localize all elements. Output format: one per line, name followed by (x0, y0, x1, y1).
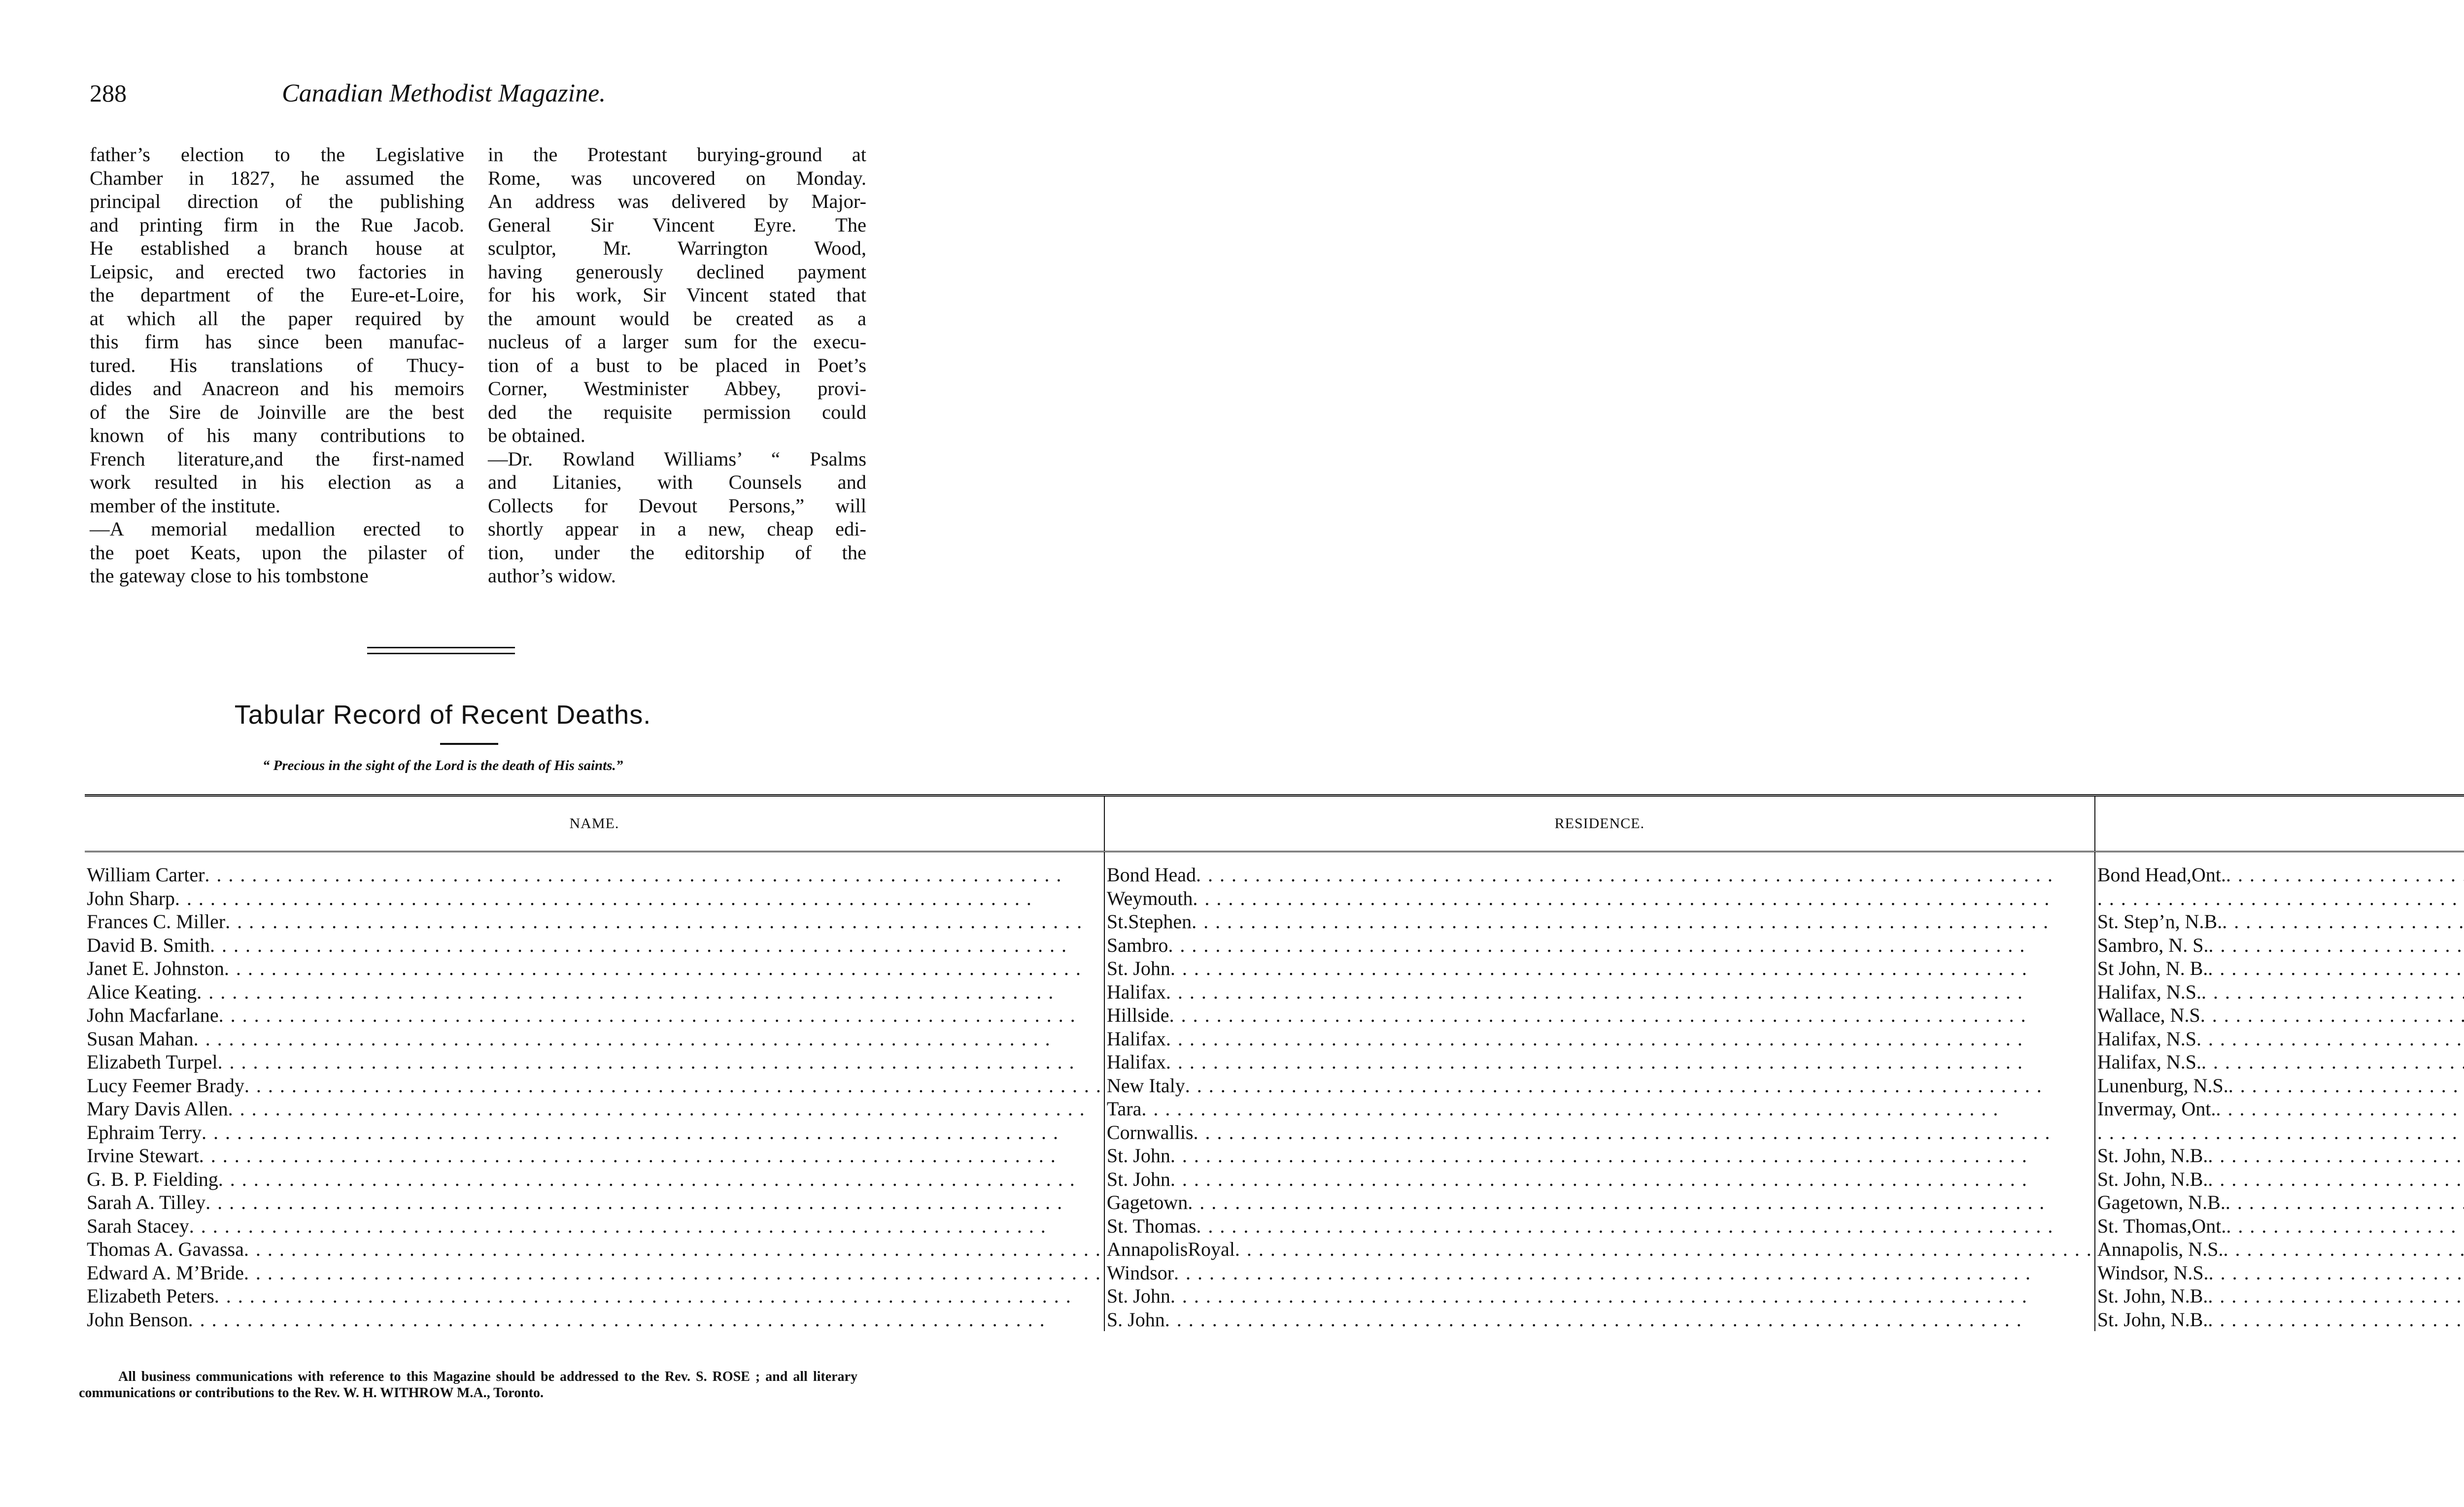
cell-name-text: Elizabeth Peters (87, 1285, 214, 1307)
cell-circuit (2095, 852, 2464, 887)
cell-circuit-text: St John, N. B. (2097, 957, 2208, 980)
cell-circuit (2095, 980, 2464, 1004)
title-rule (440, 743, 498, 745)
cell-circuit-text: Invermay, Ont. (2097, 1098, 2216, 1120)
dot-leader (175, 887, 1102, 910)
cell-name (85, 1308, 1104, 1332)
dot-leader (228, 1097, 1102, 1120)
cell-name-text: Elizabeth Turpel (87, 1051, 218, 1073)
cell-name-text: William Carter (87, 864, 205, 886)
dot-leader (2208, 1168, 2464, 1191)
cell-residence (1104, 1308, 2095, 1332)
cell-name-text: Alice Keating (87, 980, 197, 1003)
cell-residence-text: St.Stephen (1106, 910, 1192, 933)
cell-circuit-text: Halifax, N.S (2097, 1027, 2196, 1050)
cell-name (85, 1097, 1104, 1121)
page-number: 288 (90, 79, 127, 107)
cell-residence (1104, 1214, 2095, 1238)
cell-residence (1104, 1191, 2095, 1214)
cell-name-text: Frances C. Miller (87, 910, 226, 933)
cell-residence-text: S. John (1106, 1308, 1165, 1331)
text-line: nucleus of a larger sum for the execu- (488, 331, 866, 353)
text-line: at which all the paper required by (90, 307, 464, 330)
cell-residence (1104, 957, 2095, 980)
cell-residence (1104, 1261, 2095, 1285)
dot-leader (1192, 910, 2092, 933)
table-row (85, 852, 2464, 887)
cell-name-text: John Benson (87, 1308, 188, 1331)
table-row (85, 1168, 2464, 1191)
section-divider-bottom (367, 653, 515, 654)
cell-name-text: Janet E. Johnston (87, 957, 224, 980)
cell-name-text: Mary Davis Allen (87, 1098, 228, 1120)
dot-leader (205, 1191, 1102, 1214)
cell-name-text: G. B. P. Fielding (87, 1168, 218, 1190)
dot-leader (1166, 1027, 2092, 1050)
cell-residence-text: Weymouth (1106, 887, 1193, 909)
cell-name (85, 1168, 1104, 1191)
cell-residence-text: Halifax (1106, 1051, 1166, 1073)
dot-leader (1193, 1121, 2092, 1144)
cell-residence-text: St. John (1106, 957, 1170, 980)
dot-leader (1196, 1214, 2092, 1238)
cell-residence (1104, 1027, 2095, 1051)
cell-name (85, 1261, 1104, 1285)
header-name: NAME. (85, 796, 1104, 852)
dot-leader (1170, 1284, 2092, 1307)
section-title: Tabular Record of Recent Deaths. (234, 700, 651, 730)
table-row (85, 1144, 2464, 1168)
text-line: Leipsic, and erected two factories in (90, 260, 464, 283)
table-row (85, 1121, 2464, 1144)
cell-circuit (2095, 910, 2464, 934)
cell-circuit (2095, 1214, 2464, 1238)
dot-leader (202, 1121, 1102, 1144)
table-row (85, 887, 2464, 910)
text-line: for his work, Sir Vincent stated that (488, 284, 866, 306)
cell-name (85, 852, 1104, 887)
running-title: Canadian Methodist Magazine. (282, 79, 606, 107)
dot-leader (210, 934, 1102, 957)
cell-name (85, 1191, 1104, 1214)
dot-leader (2097, 1121, 2464, 1144)
cell-name (85, 1214, 1104, 1238)
dot-leader (2208, 1308, 2464, 1331)
cell-name-text: Irvine Stewart (87, 1144, 199, 1167)
cell-residence-text: Sambro (1106, 934, 1168, 956)
text-line: of the Sire de Joinville are the best (90, 401, 464, 423)
text-line: and printing firm in the Rue Jacob. (90, 213, 464, 236)
cell-residence-text: AnnapolisRoyal (1106, 1238, 1235, 1261)
text-line: the gateway close to his tombstone (90, 565, 369, 587)
cell-name-text: Sarah Stacey (87, 1214, 189, 1237)
cell-name-text: John Sharp (87, 887, 175, 909)
dot-leader (1170, 957, 2092, 980)
text-line: Chamber in 1827, he assumed the (90, 167, 464, 189)
cell-circuit (2095, 887, 2464, 910)
cell-residence (1104, 1097, 2095, 1121)
text-line: the department of the Eure-et-Loire, (90, 284, 464, 306)
cell-name (85, 1027, 1104, 1051)
dot-leader (2196, 1027, 2464, 1050)
cell-residence (1104, 934, 2095, 957)
cell-name (85, 934, 1104, 957)
cell-circuit-text: St. Thomas,Ont. (2097, 1214, 2226, 1237)
dot-leader (218, 1050, 1102, 1073)
dot-leader (189, 1214, 1102, 1238)
cell-circuit (2095, 1144, 2464, 1168)
cell-circuit (2095, 957, 2464, 980)
table-row (85, 1074, 2464, 1098)
dot-leader (244, 1074, 1102, 1097)
cell-residence-text: Windsor (1106, 1261, 1174, 1284)
left-column (90, 143, 464, 588)
dot-leader (214, 1284, 1102, 1307)
text-line: An address was delivered by Major- (488, 190, 866, 212)
cell-residence (1104, 1074, 2095, 1098)
dot-leader (1185, 1074, 2092, 1097)
cell-name-text: Sarah A. Tilley (87, 1191, 206, 1214)
dot-leader (219, 1004, 1102, 1027)
dot-leader (199, 1144, 1102, 1167)
text-line: known of his many contributions to (90, 424, 464, 446)
cell-circuit (2095, 1004, 2464, 1027)
epigraph: “ Precious in the sight of the Lord is the death of His saints.” (262, 758, 623, 773)
dot-leader (2200, 1004, 2464, 1027)
text-line: —Dr. Rowland Williams’ “ Psalms (488, 447, 866, 470)
table-body (85, 852, 2464, 1332)
dot-leader (244, 1261, 1102, 1284)
text-line: the poet Keats, upon the pilaster of (90, 541, 464, 564)
dot-leader (1188, 1191, 2092, 1214)
dot-leader (2208, 1284, 2464, 1307)
table-row (85, 1191, 2464, 1214)
dot-leader (2223, 1238, 2464, 1261)
dot-leader (2216, 1097, 2464, 1120)
text-line: member of the institute. (90, 494, 280, 517)
right-column (488, 143, 866, 588)
table-row (85, 1050, 2464, 1074)
cell-circuit-text: Halifax, N.S. (2097, 980, 2201, 1003)
cell-circuit-text: St. Step’n, N.B. (2097, 910, 2223, 933)
deaths-table (85, 794, 2464, 1331)
dot-leader (1193, 887, 2092, 910)
text-line: principal direction of the publishing (90, 190, 464, 212)
dot-leader (197, 980, 1102, 1004)
cell-name (85, 1050, 1104, 1074)
cell-residence-text: Tara (1106, 1098, 1142, 1120)
text-line: General Sir Vincent Eyre. The (488, 213, 866, 236)
cell-circuit (2095, 1261, 2464, 1285)
dot-leader (2226, 1214, 2464, 1238)
text-line: author’s widow. (488, 565, 616, 587)
dot-leader (1235, 1238, 2092, 1261)
text-line: work resulted in his election as a (90, 471, 464, 493)
header-circuit (2095, 796, 2464, 852)
cell-name-text: John Macfarlane (87, 1004, 219, 1027)
cell-circuit-text: Windsor, N.S. (2097, 1261, 2209, 1284)
table-row (85, 1027, 2464, 1051)
cell-circuit-text: St. John, N.B. (2097, 1308, 2208, 1331)
table-row (85, 1238, 2464, 1261)
cell-residence-text: Halifax (1106, 980, 1166, 1003)
cell-residence-text: St. Thomas (1106, 1214, 1197, 1237)
text-line: He established a branch house at (90, 237, 464, 259)
table-row (85, 1308, 2464, 1332)
cell-residence (1104, 1144, 2095, 1168)
cell-residence (1104, 1168, 2095, 1191)
text-line: having generously declined payment (488, 260, 866, 283)
cell-name-text: David B. Smith (87, 934, 210, 956)
table-row (85, 1004, 2464, 1027)
cell-circuit-text: St. John, N.B. (2097, 1285, 2208, 1307)
text-line: Corner, Westminister Abbey, provi- (488, 377, 866, 400)
table-row (85, 1214, 2464, 1238)
dot-leader (2097, 887, 2464, 910)
table-row (85, 957, 2464, 980)
cell-circuit-text: Lunenburg, N.S. (2097, 1074, 2228, 1097)
text-line: sculptor, Mr. Warrington Wood, (488, 237, 866, 259)
cell-name (85, 1074, 1104, 1098)
text-line: be obtained. (488, 424, 585, 446)
text-line: —A memorial medallion erected to (90, 518, 464, 540)
dot-leader (2201, 980, 2464, 1004)
cell-name-text: Thomas A. Gavassa (87, 1238, 244, 1261)
cell-circuit-text: Annapolis, N.S. (2097, 1238, 2224, 1261)
dot-leader (2209, 1261, 2464, 1284)
dot-leader (1168, 934, 2092, 957)
dot-leader (1141, 1097, 2092, 1120)
table-row (85, 980, 2464, 1004)
cell-residence-text: St. John (1106, 1144, 1170, 1167)
dot-leader (2226, 863, 2464, 886)
text-line: tion of a bust to be placed in Poet’s (488, 354, 866, 376)
page-header (90, 79, 799, 118)
text-line: father’s election to the Legislative (90, 143, 464, 166)
table-row (85, 1261, 2464, 1285)
section-divider-top (367, 647, 515, 648)
cell-name-text: Lucy Feemer Brady (87, 1074, 244, 1097)
cell-residence-text: Hillside (1106, 1004, 1169, 1027)
cell-residence (1104, 887, 2095, 910)
dot-leader (1170, 1144, 2092, 1167)
cell-circuit (2095, 1308, 2464, 1332)
dot-leader (205, 863, 1101, 886)
cell-residence-text: New Italy (1106, 1074, 1185, 1097)
dot-leader (2222, 910, 2464, 933)
cell-circuit (2095, 1191, 2464, 1214)
cell-residence-text: Gagetown (1106, 1191, 1188, 1214)
cell-name (85, 887, 1104, 910)
cell-name (85, 1284, 1104, 1308)
dot-leader (2208, 1144, 2464, 1167)
cell-residence-text: St. John (1106, 1285, 1170, 1307)
cell-residence (1104, 1238, 2095, 1261)
dot-leader (1196, 863, 2092, 886)
cell-circuit-text: Wallace, N.S (2097, 1004, 2200, 1027)
cell-circuit-text: St. John, N.B. (2097, 1168, 2208, 1190)
cell-circuit (2095, 1050, 2464, 1074)
table-row (85, 1284, 2464, 1308)
text-line: dides and Anacreon and his memoirs (90, 377, 464, 400)
cell-name-text: Edward A. M’Bride (87, 1261, 244, 1284)
dot-leader (2201, 1050, 2464, 1073)
cell-residence (1104, 1284, 2095, 1308)
text-line: shortly appear in a new, cheap edi- (488, 518, 866, 540)
cell-residence-text: Halifax (1106, 1027, 1166, 1050)
dot-leader (2225, 1191, 2464, 1214)
cell-residence (1104, 910, 2095, 934)
header-residence: RESIDENCE. (1104, 796, 2095, 852)
cell-residence (1104, 852, 2095, 887)
cell-residence (1104, 1050, 2095, 1074)
cell-name (85, 980, 1104, 1004)
cell-circuit-text: Sambro, N. S. (2097, 934, 2209, 956)
text-line: Rome, was uncovered on Monday. (488, 167, 866, 189)
cell-name (85, 1004, 1104, 1027)
dot-leader (2208, 934, 2464, 957)
dot-leader (188, 1308, 1102, 1331)
dot-leader (1170, 1168, 2092, 1191)
text-line: tured. His translations of Thucy- (90, 354, 464, 376)
dot-leader (1166, 1050, 2092, 1073)
cell-circuit (2095, 1121, 2464, 1144)
text-line: in the Protestant burying-ground at (488, 143, 866, 166)
cell-circuit (2095, 1074, 2464, 1098)
dot-leader (224, 957, 1102, 980)
cell-circuit (2095, 1238, 2464, 1261)
dot-leader (244, 1238, 1102, 1261)
cell-residence-text: St. John (1106, 1168, 1170, 1190)
cell-circuit (2095, 1097, 2464, 1121)
text-line: French literature,and the first-named (90, 447, 464, 470)
text-line: Collects for Devout Persons,” will (488, 494, 866, 517)
footnote: All business communications with reference to this Magazine should be addressed to the Rev. S. ROSE ; and all literary communications or contributions to the Rev. W. H. WITHROW M.A., Toronto. (79, 1369, 857, 1401)
table-row (85, 1097, 2464, 1121)
cell-residence-text: Bond Head (1106, 864, 1196, 886)
dot-leader (2228, 1074, 2464, 1097)
dot-leader (218, 1168, 1102, 1191)
cell-name (85, 1121, 1104, 1144)
dot-leader (1174, 1261, 2092, 1284)
table-row (85, 934, 2464, 957)
dot-leader (1166, 980, 2092, 1004)
cell-residence (1104, 980, 2095, 1004)
cell-residence-text: Cornwallis (1106, 1121, 1194, 1143)
text-line: ded the requisite permission could (488, 401, 866, 423)
text-line: this firm has since been manufac- (90, 331, 464, 353)
cell-residence (1104, 1121, 2095, 1144)
cell-circuit-text: Halifax, N.S. (2097, 1051, 2201, 1073)
dot-leader (2208, 957, 2464, 980)
table-header-row (85, 796, 2464, 852)
cell-name (85, 957, 1104, 980)
cell-name (85, 1144, 1104, 1168)
cell-name (85, 910, 1104, 934)
text-line: the amount would be created as a (488, 307, 866, 330)
cell-circuit-text: Gagetown, N.B. (2097, 1191, 2225, 1214)
dot-leader (225, 910, 1102, 933)
text-line: tion, under the editorship of the (488, 541, 866, 564)
dot-leader (1169, 1004, 2092, 1027)
cell-circuit (2095, 1168, 2464, 1191)
table-row (85, 910, 2464, 934)
cell-circuit (2095, 1284, 2464, 1308)
cell-name-text: Ephraim Terry (87, 1121, 202, 1143)
cell-name (85, 1238, 1104, 1261)
text-line: and Litanies, with Counsels and (488, 471, 866, 493)
cell-circuit-text: Bond Head,Ont. (2097, 864, 2226, 886)
cell-circuit (2095, 1027, 2464, 1051)
cell-name-text: Susan Mahan (87, 1027, 194, 1050)
cell-circuit (2095, 934, 2464, 957)
cell-circuit-text: St. John, N.B. (2097, 1144, 2208, 1167)
dot-leader (1165, 1308, 2092, 1331)
dot-leader (194, 1027, 1102, 1050)
cell-residence (1104, 1004, 2095, 1027)
